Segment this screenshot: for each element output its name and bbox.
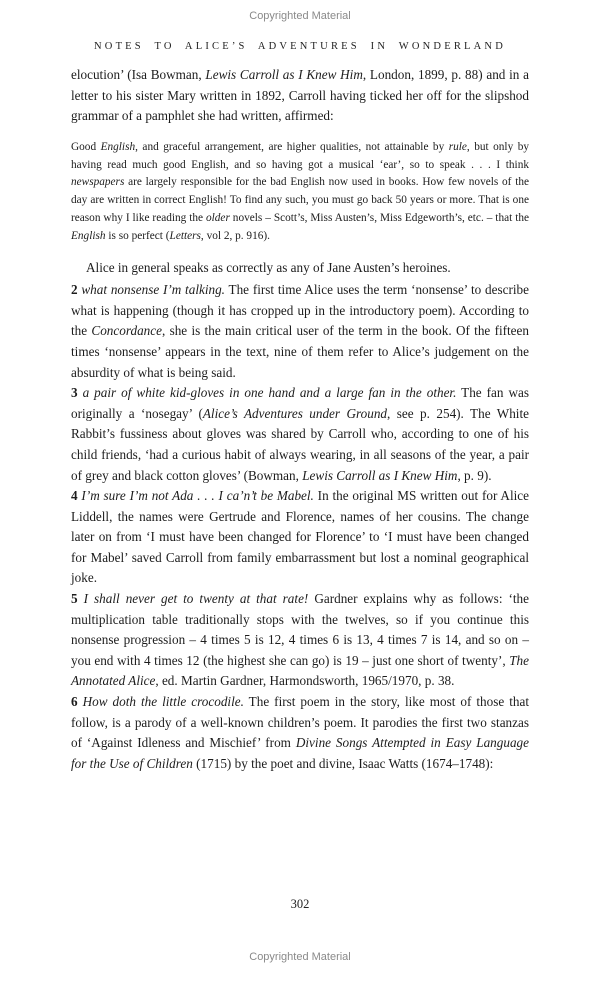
text-run: Lewis Carroll as I Knew Him bbox=[205, 67, 363, 82]
carroll-letter-quote bbox=[71, 139, 529, 246]
text-run: novels – Scott’s, Miss Austen’s, Miss Edgeworth’s, etc. – that the bbox=[229, 211, 529, 224]
text-run: , see p. 254). The White Rabbit’s fussiness about gloves was shared by Carroll who, according to one of his child friends, ‘had a curious habit of always wearing, in all seasons of the year, a pair of grey and black cotton gloves’ (Bowman, bbox=[71, 405, 529, 483]
text-run: , and graceful arrangement, are higher qualities, not attainable by bbox=[135, 140, 449, 153]
alice-heroines-paragraph bbox=[71, 258, 529, 279]
text-run: (1715) by the poet and divine, Isaac Watts (1674–1748): bbox=[192, 755, 494, 771]
text-run: what nonsense I’m talking. bbox=[81, 282, 225, 298]
text-run: In the original MS written out for Alice Liddell, the names were Gertrude and Florence, names of her cousins. The change later on from ‘I must have been changed for Florence’ to ‘I must have been changed for Mabel’ saved Carroll from family embarrassment but lost a nominal geographical joke. bbox=[71, 488, 529, 586]
page-number: 302 bbox=[290, 897, 310, 911]
text-run: Gardner explains why as follows: ‘the multiplication table traditionally stops with the twelves, so if you continue this nonsense progression – 4 times 5 is 12, 4 times 6 is 13, 4 times 7 is 14, and so on – you end with 4 times 12 (the highest she can go) is 19 – just one short of twenty’, bbox=[71, 591, 530, 668]
text-run: older bbox=[206, 211, 230, 224]
text-run: , p. 9). bbox=[457, 467, 492, 483]
note-2 bbox=[71, 280, 529, 383]
text-run: a pair of white kid-gloves in one hand and a large fan in the other. bbox=[82, 385, 457, 401]
intro-paragraph bbox=[71, 65, 529, 127]
text-run: The first poem in the story, like most of those that follow, is a parody of a well-known children’s poem. It parodies the first two stanzas of ‘Against Idleness and Mischief’ from bbox=[71, 694, 529, 751]
text-run: The first time Alice uses the term ‘nonsense’ to describe what is happening (though it has cropped up in the introductory poem). According to the bbox=[71, 282, 529, 339]
copyright-notice-top: Copyrighted Material bbox=[249, 10, 351, 22]
text-run: English bbox=[100, 140, 136, 153]
text-run: 3 bbox=[71, 385, 83, 401]
text-run: Concordance bbox=[91, 323, 162, 339]
running-header: NOTES TO ALICE’S ADVENTURES IN WONDERLAND bbox=[94, 41, 506, 52]
text-run: 5 bbox=[71, 591, 84, 607]
text-run: , ed. Martin Gardner, Harmondsworth, 1965/1970, p. 38. bbox=[155, 673, 455, 689]
text-run: newspapers bbox=[71, 176, 125, 189]
note-6 bbox=[71, 692, 529, 774]
text-run: I shall never get to twenty at that rate! bbox=[83, 591, 309, 607]
text-run: How doth the little crocodile. bbox=[82, 694, 244, 710]
text-run: , but only by having read much good English, and so having got a musical ‘ear’, so to speak . . . I think bbox=[71, 140, 529, 171]
text-run: elocution’ (Isa Bowman, bbox=[71, 67, 206, 82]
note-5 bbox=[71, 589, 529, 692]
text-block bbox=[71, 65, 529, 774]
text-run: Alice in general speaks as correctly as any of Jane Austen’s heroines. bbox=[86, 259, 451, 275]
text-run: English bbox=[71, 229, 106, 242]
text-run: , London, 1899, p. 88) and in a letter to his sister Mary written in 1892, Carroll having ticked her off for the slipshod grammar of a pamphlet she had written, affirmed: bbox=[71, 67, 529, 124]
text-run: , she is the main critical user of the term in the book. Of the fifteen times ‘nonsense’ appears in the text, nine of them refer to Alice’s judgement on the absurdity of what is being said. bbox=[71, 323, 529, 380]
text-run: 4 bbox=[71, 488, 82, 504]
copyright-notice-bottom: Copyrighted Material bbox=[249, 951, 351, 963]
text-run: , vol 2, p. 916). bbox=[200, 229, 270, 242]
text-run: is so perfect ( bbox=[105, 229, 170, 242]
text-run: 6 bbox=[71, 694, 83, 710]
text-run: Lewis Carroll as I Knew Him bbox=[302, 467, 458, 483]
text-run: 2 bbox=[71, 282, 82, 298]
text-run: are largely responsible for the bad English now used in books. How few novels of the day are written in correct English! To find any such, you must go back 50 years or more. That is one reason why I like reading the bbox=[71, 176, 529, 224]
text-run: The fan was originally a ‘nosegay’ ( bbox=[71, 385, 529, 421]
text-run: Letters bbox=[169, 229, 201, 242]
text-run: I’m sure I’m not Ada . . . I ca’n’t be Mabel. bbox=[81, 488, 314, 504]
text-run: Divine Songs Attempted in Easy Language for the Use of Children bbox=[71, 735, 530, 771]
note-4 bbox=[71, 486, 529, 589]
text-run: Alice’s Adventures under Ground bbox=[202, 405, 388, 421]
note-3 bbox=[71, 383, 529, 486]
text-run: rule bbox=[448, 140, 467, 153]
text-run: Good bbox=[71, 140, 101, 153]
text-run: The Annotated Alice bbox=[71, 652, 529, 689]
